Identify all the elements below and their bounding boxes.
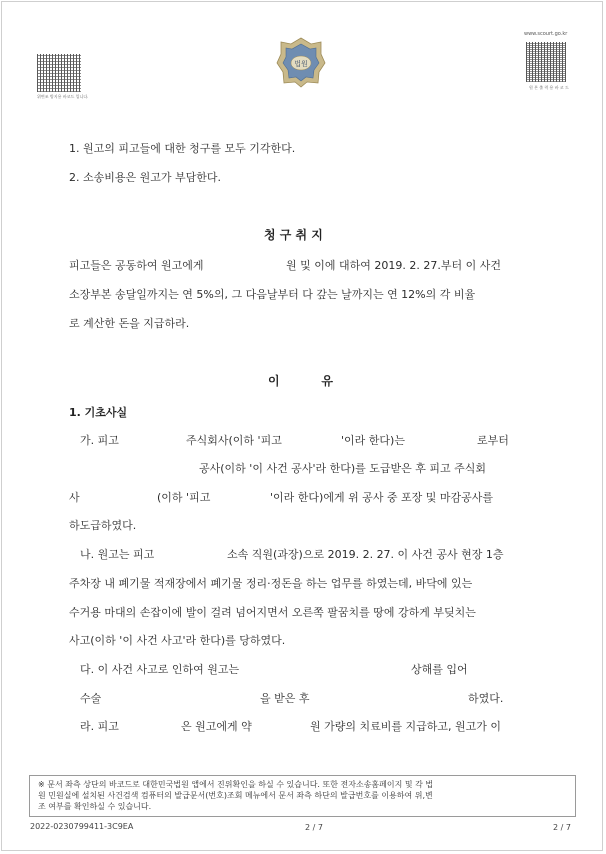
barcode-right-caption: 원 본 출 력 용 바 코 드 <box>529 85 569 90</box>
para-na-3: 수거용 마대의 손잡이에 발이 걸려 넘어지면서 오른쪽 팔꿈치를 땅에 강하게 부딪치는 <box>69 606 476 619</box>
para-na-1a: 나. 원고는 피고 <box>80 548 155 561</box>
para-da-2c: 하였다. <box>468 692 504 705</box>
para-ra-1a: 라. 피고 <box>80 720 119 733</box>
site-url: www.scourt.go.kr <box>524 31 568 37</box>
para-da-1b: 상해를 입어 <box>411 663 468 676</box>
para-ga-3c: '이라 한다)에게 위 공사 중 포장 및 마감공사를 <box>270 491 494 504</box>
para-ga-1d: 로부터 <box>477 434 509 447</box>
authenticity-notice <box>29 775 576 817</box>
claim-line-1a: 피고들은 공동하여 원고에게 <box>69 259 204 272</box>
page-number-right: 2 / 7 <box>553 823 571 832</box>
para-ga-1c: '이라 한다)는 <box>341 434 405 447</box>
notice-line-3: 조 여부를 확인하실 수 있습니다. <box>38 802 152 811</box>
barcode-right <box>526 42 566 82</box>
para-ga-1b: 주식회사(이하 '피고 <box>186 434 282 447</box>
para-ga-3b: (이하 '피고 <box>157 491 211 504</box>
court-emblem-icon <box>276 36 326 88</box>
para-ra-1c: 원 가량의 치료비를 지급하고, 원고가 이 <box>310 720 501 733</box>
barcode-left <box>37 54 81 92</box>
emblem-text: 법원 <box>294 60 308 68</box>
claim-line-3: 로 계산한 돈을 지급하라. <box>69 317 190 330</box>
barcode-left-caption: 위변조 방지용 바코드 입니다. <box>37 94 89 99</box>
para-na-2: 주차장 내 폐기물 적재장에서 폐기물 정리·정돈을 하는 업무를 하였는데, 바닥에 있는 <box>69 577 473 590</box>
para-na-4: 사고(이하 '이 사건 사고'라 한다)를 당하였다. <box>69 634 286 647</box>
section-basic-facts: 1. 기초사실 <box>69 406 128 419</box>
reasons-title: 이 유 <box>268 374 333 388</box>
issue-number: 2022-0230799411-3C9EA <box>30 822 134 831</box>
para-ga-4: 하도급하였다. <box>69 519 137 532</box>
para-ga-2: 공사(이하 '이 사건 공사'라 한다)를 도급받은 후 피고 주식회 <box>199 462 486 475</box>
claim-line-2: 소장부본 송달일까지는 연 5%의, 그 다음날부터 다 갚는 날까지는 연 12%의 각 비율 <box>69 288 476 301</box>
para-ra-1b: 은 원고에게 약 <box>181 720 252 733</box>
para-da-1a: 다. 이 사건 사고로 인하여 원고는 <box>80 663 240 676</box>
page-number-center: 2 / 7 <box>305 823 323 832</box>
judgment-line-1: 1. 원고의 피고들에 대한 청구를 모두 기각한다. <box>69 142 296 155</box>
notice-line-2: 원 민원실에 설치된 사건검색 컴퓨터의 발급문서(번호)조회 메뉴에서 문서 좌측 하단의 발급번호를 이용하여 위,변 <box>38 791 433 800</box>
judgment-line-2: 2. 소송비용은 원고가 부담한다. <box>69 171 221 184</box>
claim-line-1b: 원 및 이에 대하여 2019. 2. 27.부터 이 사건 <box>286 259 501 272</box>
claim-title: 청 구 취 지 <box>264 228 323 242</box>
para-da-2a: 수술 <box>80 692 102 705</box>
para-na-1b: 소속 직원(과장)으로 2019. 2. 27. 이 사건 공사 현장 1층 <box>227 548 504 561</box>
para-da-2b: 을 받은 후 <box>260 692 310 705</box>
notice-line-1: ※ 문서 좌측 상단의 바코드로 대한민국법원 앱에서 진위확인을 하실 수 있습니다. 또한 전자소송홈페이지 및 각 법 <box>38 780 434 789</box>
para-ga-3a: 사 <box>69 491 80 504</box>
para-ga-1a: 가. 피고 <box>80 434 119 447</box>
